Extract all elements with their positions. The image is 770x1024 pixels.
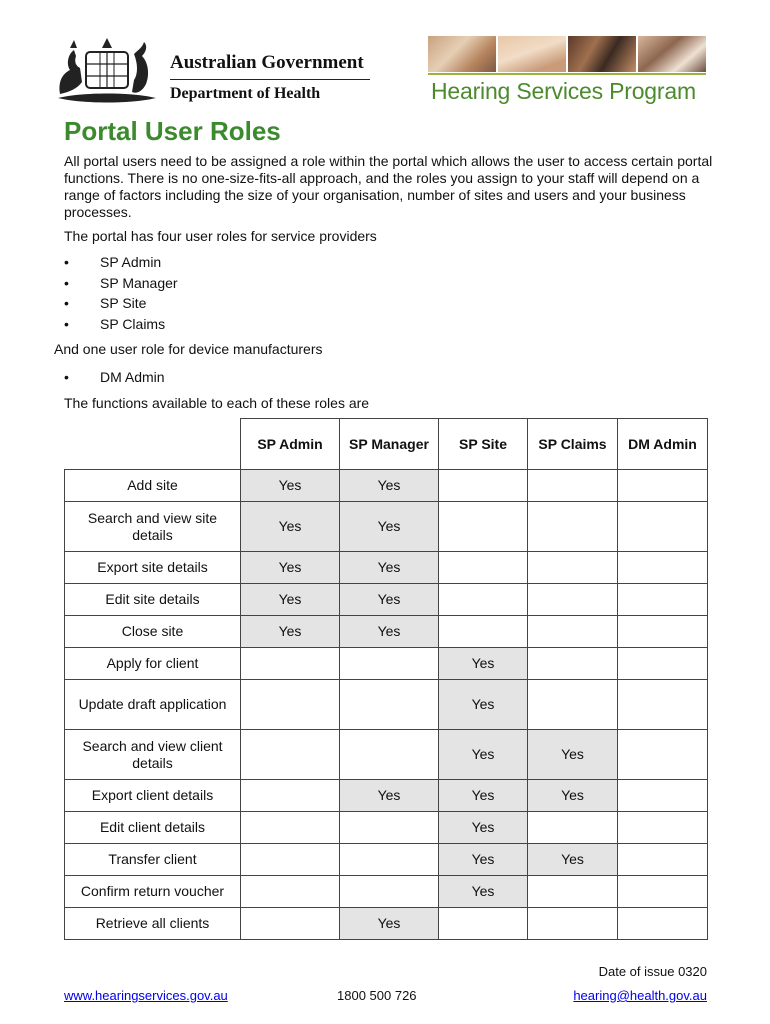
website-link[interactable]: www.hearingservices.gov.au (64, 988, 228, 1003)
role-cell (618, 470, 708, 502)
role-cell (528, 812, 618, 844)
role-cell (528, 876, 618, 908)
role-cell (528, 648, 618, 680)
table-row (65, 616, 708, 648)
role-cell (528, 470, 618, 502)
role-cell (241, 844, 340, 876)
role-cell: Yes (340, 552, 439, 584)
role-cell (340, 876, 439, 908)
role-cell (528, 584, 618, 616)
table-row (65, 552, 708, 584)
role-cell (528, 616, 618, 648)
table-body (65, 470, 708, 940)
role-label: SP Claims (100, 315, 166, 332)
role-cell (618, 908, 708, 940)
role-cell (340, 844, 439, 876)
table-row (65, 730, 708, 780)
role-cell (241, 730, 340, 780)
role-cell (528, 908, 618, 940)
sp-roles-list (64, 252, 178, 334)
function-cell: Search and view site details (65, 502, 241, 552)
role-cell: Yes (439, 648, 528, 680)
role-cell (618, 648, 708, 680)
role-cell: Yes (241, 584, 340, 616)
role-cell: Yes (439, 876, 528, 908)
column-header: SP Admin (241, 419, 340, 470)
column-header: SP Manager (340, 419, 439, 470)
role-cell (618, 844, 708, 876)
list-item (64, 252, 178, 273)
bullet-icon: • (64, 315, 69, 332)
role-cell (618, 876, 708, 908)
role-cell (340, 680, 439, 730)
role-cell: Yes (241, 502, 340, 552)
column-header: SP Site (439, 419, 528, 470)
role-cell (618, 552, 708, 584)
bullet-icon: • (64, 369, 69, 385)
department-name: Department of Health (170, 85, 321, 102)
dm-roles-list (64, 367, 165, 388)
role-cell: Yes (340, 470, 439, 502)
role-cell (618, 812, 708, 844)
sp-roles-lead: The portal has four user roles for service providers (64, 228, 377, 244)
function-cell: Retrieve all clients (65, 908, 241, 940)
role-cell: Yes (340, 908, 439, 940)
document-header (0, 0, 770, 115)
role-cell (241, 648, 340, 680)
role-cell: Yes (241, 470, 340, 502)
role-functions-table (64, 418, 708, 940)
table-row (65, 584, 708, 616)
role-cell: Yes (439, 730, 528, 780)
function-cell: Edit client details (65, 812, 241, 844)
role-cell (241, 908, 340, 940)
table-header-row (65, 419, 708, 470)
role-cell: Yes (528, 780, 618, 812)
list-item (64, 273, 178, 294)
role-cell: Yes (528, 844, 618, 876)
role-cell (618, 616, 708, 648)
role-label: SP Admin (100, 254, 162, 270)
dm-roles-lead: And one user role for device manufacturers (54, 341, 323, 357)
function-cell: Confirm return voucher (65, 876, 241, 908)
program-photo-strip (428, 36, 706, 72)
function-cell: Export site details (65, 552, 241, 584)
role-cell (241, 680, 340, 730)
role-cell (618, 730, 708, 780)
table-row (65, 908, 708, 940)
column-header: SP Claims (528, 419, 618, 470)
list-item (64, 367, 165, 388)
column-header (65, 419, 241, 470)
photo-group-image (428, 36, 496, 72)
intro-paragraph: All portal users need to be assigned a role within the portal which allows the user to access certain portal functions. There is no one-size-fits-all approach, and the roles you assign to your staff will depend on a range of factors including the size of your organisation, number of sites and users and your business processes. (64, 153, 713, 220)
role-cell (618, 680, 708, 730)
table-row (65, 780, 708, 812)
role-cell (439, 584, 528, 616)
role-cell: Yes (340, 584, 439, 616)
role-cell: Yes (340, 780, 439, 812)
role-label: DM Admin (100, 369, 165, 385)
role-cell (439, 908, 528, 940)
page-title: Portal User Roles (64, 116, 281, 146)
role-cell (340, 730, 439, 780)
email-link[interactable]: hearing@health.gov.au (573, 988, 707, 1003)
role-cell (439, 616, 528, 648)
role-cell (439, 552, 528, 584)
functions-lead: The functions available to each of these roles are (64, 395, 370, 411)
role-cell: Yes (340, 616, 439, 648)
role-cell (241, 876, 340, 908)
photo-couple-image (638, 36, 706, 72)
function-cell: Export client details (65, 780, 241, 812)
bullet-icon: • (64, 274, 69, 291)
role-cell (618, 584, 708, 616)
role-cell (340, 648, 439, 680)
role-cell: Yes (439, 780, 528, 812)
bullet-icon: • (64, 295, 69, 311)
table-row (65, 502, 708, 552)
bullet-icon: • (64, 254, 69, 270)
role-cell: Yes (528, 730, 618, 780)
function-cell: Transfer client (65, 844, 241, 876)
program-name: Hearing Services Program (431, 78, 696, 104)
coat-of-arms-icon (52, 34, 162, 106)
function-cell: Edit site details (65, 584, 241, 616)
table-row (65, 648, 708, 680)
government-name: Australian Government (170, 52, 370, 80)
function-cell: Update draft application (65, 680, 241, 730)
role-cell (439, 470, 528, 502)
table-row (65, 812, 708, 844)
date-of-issue: Date of issue 0320 (598, 964, 707, 979)
function-cell: Close site (65, 616, 241, 648)
photo-ear-image (498, 36, 566, 72)
list-item (64, 314, 178, 335)
role-cell: Yes (340, 502, 439, 552)
role-cell (439, 502, 528, 552)
table-row (65, 876, 708, 908)
role-cell (618, 502, 708, 552)
role-label: SP Manager (100, 274, 178, 291)
role-cell: Yes (241, 552, 340, 584)
role-cell (528, 680, 618, 730)
role-cell: Yes (439, 844, 528, 876)
function-cell: Apply for client (65, 648, 241, 680)
table-row (65, 844, 708, 876)
function-cell: Search and view client details (65, 730, 241, 780)
role-cell: Yes (439, 680, 528, 730)
role-cell (618, 780, 708, 812)
role-cell (241, 780, 340, 812)
photo-strip-rule (428, 73, 706, 75)
table-row (65, 680, 708, 730)
role-cell: Yes (439, 812, 528, 844)
photo-women-image (568, 36, 636, 72)
role-cell (528, 552, 618, 584)
table-row (65, 470, 708, 502)
role-cell (528, 502, 618, 552)
role-label: SP Site (100, 295, 147, 311)
role-cell (340, 812, 439, 844)
role-cell: Yes (241, 616, 340, 648)
list-item (64, 293, 178, 314)
phone-number: 1800 500 726 (337, 988, 417, 1003)
column-header: DM Admin (618, 419, 708, 470)
role-cell (241, 812, 340, 844)
function-cell: Add site (65, 470, 241, 502)
